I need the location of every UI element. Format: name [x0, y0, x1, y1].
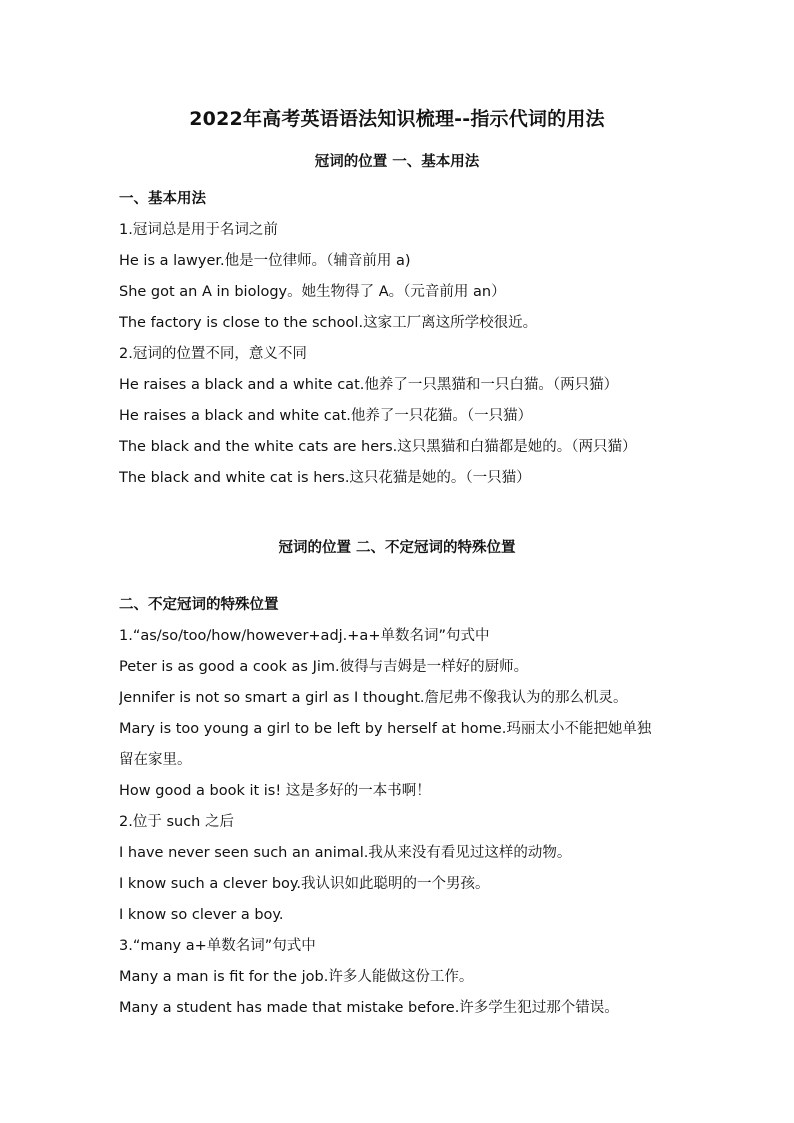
- document-title: 2022年高考英语语法知识梳理--指示代词的用法: [189, 108, 605, 130]
- rule-line: 1.冠词总是用于名词之前: [119, 222, 278, 238]
- example-line: The black and white cat is hers.这只花猫是她的。（一只猫）: [119, 470, 531, 486]
- rule-line: 1.“as/so/too/how/however+adj.+a+单数名词”句式中: [119, 628, 490, 644]
- subheading: 二、不定冠词的特殊位置: [119, 597, 279, 613]
- example-line: He raises a black and white cat.他养了一只花猫。（一只猫）: [119, 408, 533, 424]
- example-line: The factory is close to the school.这家工厂离这所学校很近。: [119, 315, 538, 331]
- example-line: I know so clever a boy.: [119, 907, 284, 923]
- section-heading-indefinite-article: 冠词的位置 二、不定冠词的特殊位置: [278, 540, 516, 556]
- subheading: 一、基本用法: [119, 191, 206, 207]
- section-indefinite-article: [119, 590, 699, 1024]
- example-line: Mary is too young a girl to be left by herself at home.玛丽太小不能把她单独: [119, 721, 652, 737]
- example-line-continued: 留在家里。: [119, 752, 192, 768]
- example-line: The black and the white cats are hers.这只黑猫和白猫都是她的。（两只猫）: [119, 439, 637, 455]
- section-heading-basic-usage: 冠词的位置 一、基本用法: [314, 154, 480, 170]
- example-line: Many a student has made that mistake before.许多学生犯过那个错误。: [119, 1000, 619, 1016]
- rule-line: 2.冠词的位置不同，意义不同: [119, 346, 307, 362]
- example-line: How good a book it is! 这是多好的一本书啊！: [119, 783, 431, 799]
- example-line: She got an A in biology。她生物得了 A。（元音前用 an）: [119, 284, 506, 300]
- rule-line: 3.“many a+单数名词”句式中: [119, 938, 316, 954]
- example-line: I know such a clever boy.我认识如此聪明的一个男孩。: [119, 876, 490, 892]
- example-line: Jennifer is not so smart a girl as I thought.詹尼弗不像我认为的那么机灵。: [119, 690, 628, 706]
- example-line: I have never seen such an animal.我从来没有看见过这样的动物。: [119, 845, 572, 861]
- rule-line: 2.位于 such 之后: [119, 814, 234, 830]
- example-line: He is a lawyer.他是一位律师。（辅音前用 a): [119, 253, 411, 269]
- example-line: Peter is as good a cook as Jim.彼得与吉姆是一样好的厨师。: [119, 659, 529, 675]
- example-line: He raises a black and a white cat.他养了一只黑猫和一只白猫。（两只猫）: [119, 377, 619, 393]
- section-basic-usage: [119, 184, 699, 494]
- example-line: Many a man is fit for the job.许多人能做这份工作。: [119, 969, 474, 985]
